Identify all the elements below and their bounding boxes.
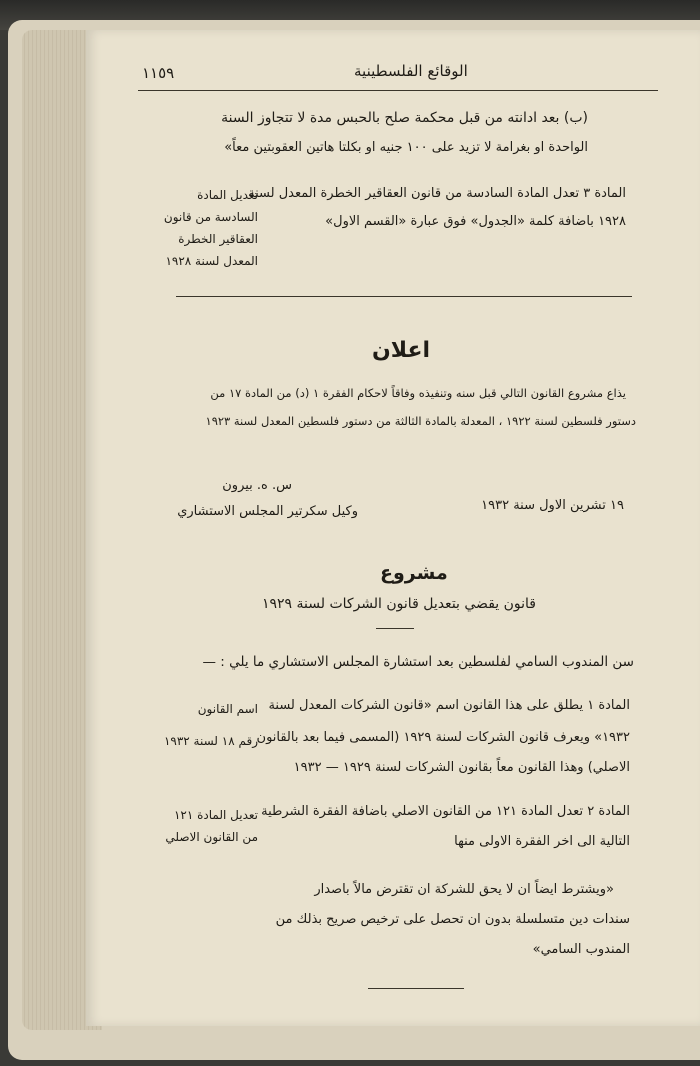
- article-1-line-1: المادة ١ يطلق على هذا القانون اسم «قانون الشركات المعدل لسنة: [268, 698, 630, 713]
- notice-date: ١٩ تشرين الاول سنة ١٩٣٢: [481, 498, 624, 513]
- page-title: الوقائع الفلسطينية: [354, 62, 468, 80]
- article-3-margin-note-3: العقاقير الخطرة: [178, 232, 258, 246]
- article-1-margin-note-2: رقم ١٨ لسنة ١٩٣٢: [163, 734, 258, 748]
- notice-signatory-title: وكيل سكرتير المجلس الاستشاري: [177, 504, 358, 519]
- page-number: ١١٥٩: [142, 64, 175, 82]
- article-3-line-1: المادة ٣ تعدل المادة السادسة من قانون العقاقير الخطرة المعدل لسنة: [248, 186, 626, 201]
- notice-signatory: س. ه. بيرون: [222, 478, 292, 493]
- article-1-line-3: الاصلي) وهذا القانون معاً بقانون الشركات لسنة ١٩٢٩ — ١٩٣٢: [293, 760, 630, 775]
- header-rule: [138, 90, 658, 91]
- proviso-line-3: المندوب السامي»: [532, 942, 630, 957]
- notice-line-2: دستور فلسطين لسنة ١٩٢٢ ، المعدلة بالمادة الثالثة من دستور فلسطين المعدل لسنة ١٩٢٣: [205, 414, 636, 428]
- article-2-margin-note-2: من القانون الاصلي: [165, 830, 258, 844]
- proviso-line-1: «ويشترط ايضاً ان لا يحق للشركة ان تقترض مالاً باصدار: [314, 882, 614, 897]
- article-3-line-2: ١٩٢٨ باضافة كلمة «الجدول» فوق عبارة «القسم الاول»: [325, 214, 626, 229]
- notice-line-1: يذاع مشروع القانون التالي قبل سنه وتنفيذه وفاقاً لاحكام الفقرة ١ (د) من المادة ١٧ من: [210, 386, 626, 400]
- article-1-margin-note-1: اسم القانون: [197, 702, 258, 716]
- section-rule: [176, 296, 632, 297]
- clause-b-line-2: الواحدة او بغرامة لا تزيد على ١٠٠ جنيه او بكلتا هاتين العقوبتين معاً»: [224, 140, 588, 155]
- article-2-line-2: التالية الى اخر الفقرة الاولى منها: [454, 834, 630, 849]
- article-3-margin-note-2: السادسة من قانون: [163, 210, 258, 224]
- clause-b-line-1: (ب) بعد ادانته من قبل محكمة صلح بالحبس مدة لا تتجاوز السنة: [221, 110, 588, 126]
- subtitle-rule: [376, 628, 414, 629]
- article-3-margin-note-4: المعدل لسنة ١٩٢٨: [165, 254, 258, 268]
- draft-subtitle: قانون يقضي بتعديل قانون الشركات لسنة ١٩٢٩: [262, 596, 536, 612]
- article-2-margin-note-1: تعديل المادة ١٢١: [173, 808, 258, 822]
- proviso-line-2: سندات دين متسلسلة بدون ان تحصل على ترخيص صريح بذلك من: [275, 912, 630, 927]
- footer-rule: [368, 988, 464, 989]
- article-1-line-2: ١٩٣٢» ويعرف قانون الشركات لسنة ١٩٢٩ (المسمى فيما بعد بالقانون: [256, 730, 630, 745]
- notice-heading: اعلان: [372, 338, 431, 363]
- article-3-margin-note-1: تعديل المادة: [197, 188, 258, 202]
- document-page: [86, 30, 700, 1026]
- enactment-clause: سن المندوب السامي لفلسطين بعد استشارة المجلس الاستشاري ما يلي : —: [202, 654, 634, 670]
- article-2-line-1: المادة ٢ تعدل المادة ١٢١ من القانون الاصلي باضافة الفقرة الشرطية: [261, 804, 630, 819]
- draft-heading: مشروع: [380, 562, 448, 584]
